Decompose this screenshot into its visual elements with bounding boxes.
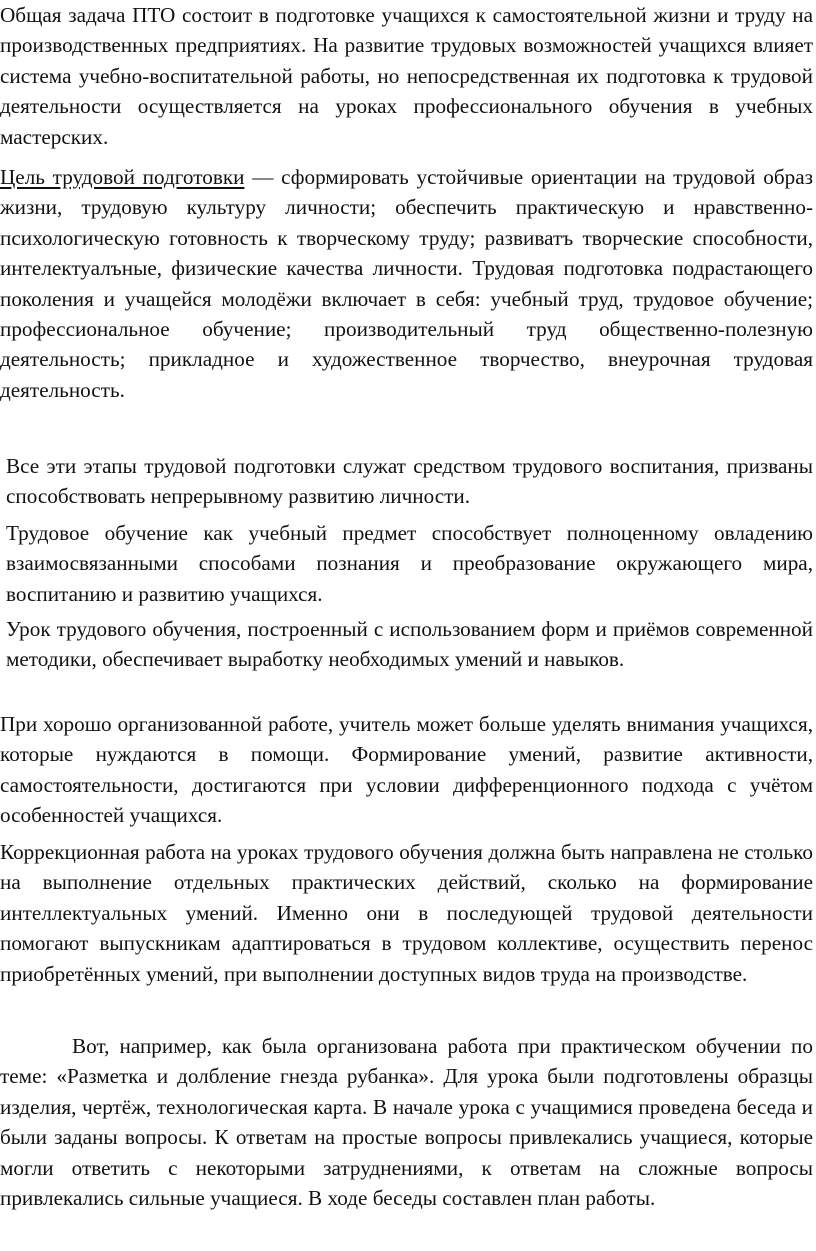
paragraph-4-text: Трудовое обучение как учебный предмет способствует полноценному овладению взаимосвязанными способами познания и преобразование окружающего мира, воспитанию и развитию учащихся.: [6, 521, 813, 606]
paragraph-6: [0, 709, 813, 831]
paragraph-5-text: Урок трудового обучения, построенный с использованием форм и приёмов современной методики, обеспечивает выработку необходимых умений и навыков.: [6, 617, 813, 672]
paragraph-1: [0, 0, 813, 152]
paragraph-1-text: Общая задача ПТО состоит в подготовке учащихся к самостоятельной жизни и труду на производственных предприятиях. На развитие трудовых возможностей учащихся влияет система учебно-воспитательной работы, но непосредственная их подготовка к трудовой деятельности осуществляется на уроках профессионального обучения в учебных мастерских.: [0, 3, 813, 149]
paragraph-2: [0, 162, 813, 405]
paragraph-5: [6, 614, 813, 675]
paragraph-2-text: — сформировать устойчивые ориентации на трудовой образ жизни, трудовую культуру личности; обеспечить практическую и нравственно-психологическую готовность к творческому труду; развиватъ творческие способности, интелектуалъные, физические качества личности. Трудовая подготовка подрастающего поколения и учащейся молодёжи включает в себя: учебный труд, трудовое обучение; профессиональное обучение; производительный труд общественно-полезную деятельность; прикладное и художественное творчество, внеурочная трудовая деятельность.: [0, 165, 813, 402]
paragraph-6-text: При хорошо организованной работе, учитель может больше уделять внимания учащихся, которые нуждаются в помощи. Формирование умений, развитие активности, самостоятельности, достигаются при условии дифференционного подхода с учётом особенностей учащихся.: [0, 712, 813, 828]
paragraph-2-lead: Цель трудовой подготовки: [0, 165, 245, 189]
paragraph-8: [0, 1031, 813, 1213]
paragraph-3: [6, 451, 813, 512]
paragraph-7-text: Коррекционная работа на уроках трудового обучения должна быть направлена не столько на выполнение отдельных практических действий, сколько на формирование интеллектуальных умений. Именно они в последующей трудовой деятельности помогают выпускникам адаптироваться в трудовом коллективе, осуществить перенос приобретённых умений, при выполнении доступных видов труда на производстве.: [0, 840, 813, 986]
paragraph-8-text: Вот, например, как была организована работа при практическом обучении по теме: «Разметка и долбление гнезда рубанка». Для урока были подготовлены образцы изделия, чертёж, технологическая карта. В начале урока с учащимися проведена беседа и были заданы вопросы. К ответам на простые вопросы привлекались учащиеся, которые могли ответить с некоторыми затруднениями, к ответам на сложные вопросы привлекались сильные учащиеся. В ходе беседы составлен план работы.: [0, 1034, 813, 1211]
paragraph-3-text: Все эти этапы трудовой подготовки служат средством трудового воспитания, призваны способствовать непрерывному развитию личности.: [6, 454, 813, 509]
paragraph-4: [6, 518, 813, 609]
paragraph-7: [0, 837, 813, 989]
